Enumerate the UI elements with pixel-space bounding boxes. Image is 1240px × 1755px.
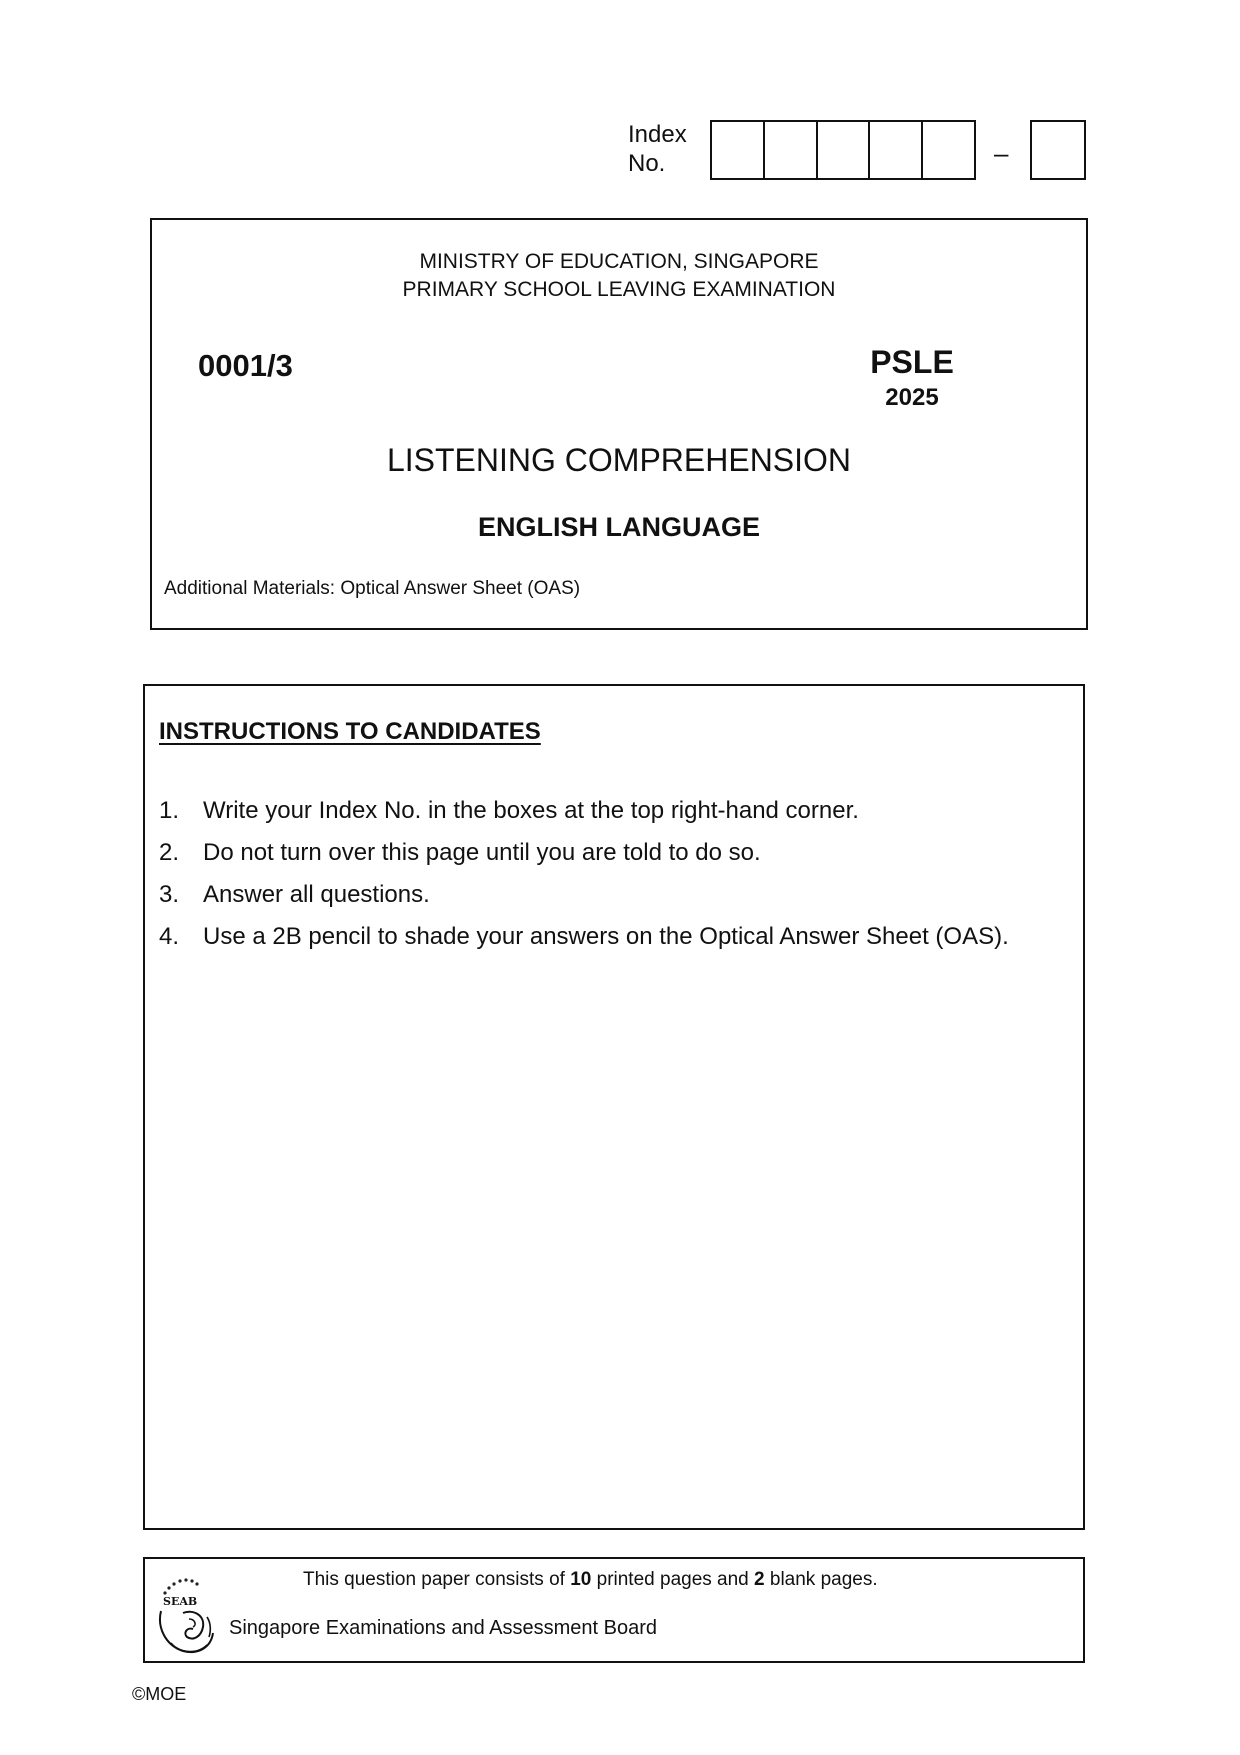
blank-pages-count: 2 [754,1569,765,1590]
exam-name: PRIMARY SCHOOL LEAVING EXAMINATION [402,278,836,301]
printed-pages-count: 10 [570,1569,592,1590]
instruction-number: 3. [159,881,180,908]
instruction-number: 4. [159,923,180,950]
index-label-line2: No. [628,150,666,177]
copyright-notice: ©MOE [132,1684,187,1704]
seab-logo-icon [153,1571,225,1659]
index-digit-box[interactable] [923,122,974,178]
exam-short-name: PSLE [870,344,954,380]
instruction-text: Write your Index No. in the boxes at the top right-hand corner. [203,797,859,824]
instruction-text: Use a 2B pencil to shade your answers on the Optical Answer Sheet (OAS). [203,923,1009,950]
ministry-name: MINISTRY OF EDUCATION, SINGAPORE [419,250,819,273]
additional-materials: Additional Materials: Optical Answer Sheet (OAS) [164,578,581,599]
instruction-text: Answer all questions. [203,881,430,908]
instruction-number: 1. [159,797,180,824]
index-digit-box[interactable] [870,122,923,178]
pages-prefix: This question paper consists of [303,1569,571,1590]
instructions-heading: INSTRUCTIONS TO CANDIDATES [159,718,541,745]
index-digit-box[interactable] [818,122,871,178]
paper-title: LISTENING COMPREHENSION [386,442,852,478]
seab-logo-text: SEAB [163,1595,198,1608]
index-no-boxes[interactable] [710,120,976,180]
pages-middle: printed pages and [591,1569,755,1590]
index-dash: – [994,138,1009,168]
paper-code: 0001/3 [198,348,293,383]
instruction-item [159,790,1059,832]
instruction-number: 2. [159,839,180,866]
page-count-note [303,1569,878,1591]
ministry-heading [152,248,1086,304]
instruction-item [159,916,1059,958]
pages-suffix: blank pages. [764,1569,878,1590]
index-digit-box[interactable] [765,122,818,178]
subject-name: ENGLISH LANGUAGE [477,512,760,542]
instruction-item [159,874,1059,916]
instruction-item [159,832,1059,874]
instructions-list [159,790,1059,958]
seab-board-name: Singapore Examinations and Assessment Board [229,1617,658,1639]
index-digit-box[interactable] [712,122,765,178]
instruction-text: Do not turn over this page until you are told to do so. [203,839,761,866]
index-check-digit-box[interactable] [1030,120,1086,180]
index-no-label [628,120,687,178]
instructions-box [143,684,1085,1530]
exam-year: 2025 [885,384,939,411]
paper-header-box [150,218,1088,630]
index-label-line1: Index [628,121,687,148]
footer-box [143,1557,1085,1663]
